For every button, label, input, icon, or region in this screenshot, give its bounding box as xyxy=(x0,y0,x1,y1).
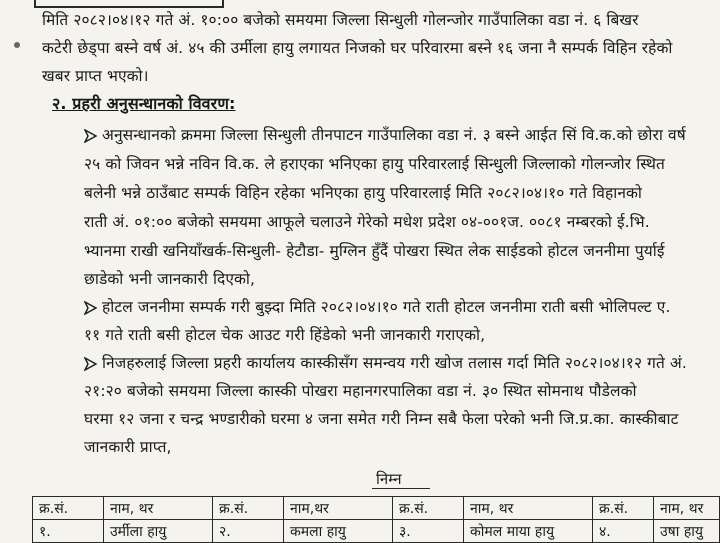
bullet-3-line-2: २१:२० बजेको समयमा जिल्ला कास्की पोखरा महानगरपालिका वडा नं. ३० स्थित सोमनाथ पौडेलको xyxy=(84,382,637,400)
bullet-1-line-3: बलेनी भन्ने ठाउँबाट सम्पर्क विहिन रहेका भनिएका हायु परिवारलाई मिति २०८२।०४।१० गते विहानको xyxy=(84,184,643,202)
section-2-heading: २. प्रहरी अनुसन्धानको विवरण: xyxy=(52,94,236,113)
bullet-arrow-icon xyxy=(84,301,98,315)
table-row xyxy=(33,520,720,543)
paragraph-1-line-2: कटेरी छेड्पा बस्ने वर्ष अं. ४५ की उर्मीला हायु लगायत निजको घर परिवारमा बस्ने १६ जना नै सम्पर्क विहिन रहेको xyxy=(42,39,673,57)
bullet-1-line-4: राती अं. ०१:०० बजेको समयमा आफूले चलाउने गेरेको मधेश प्रदेश ०४-००१ज. ००८१ नम्बरको ई.भि. xyxy=(84,213,650,231)
bullet-arrow-icon xyxy=(84,357,98,371)
top-border-box xyxy=(34,0,224,8)
table-caption: निम्न xyxy=(376,470,402,488)
table-cell: कोमल माया हायु xyxy=(464,520,593,543)
margin-mark xyxy=(14,42,20,48)
bullet-1-line-6: छाडेको भनी जानकारी दिएको, xyxy=(84,270,256,288)
paragraph-1-line-3: खबर प्राप्त भएको। xyxy=(42,67,149,85)
bullet-arrow-icon xyxy=(84,129,98,143)
caption-underline xyxy=(372,488,430,489)
bullet-2-line-1: होटल जननीमा सम्पर्क गरी बुझ्दा मिति २०८२।०४।१० गते राती होटल जननीमा राती बसी भोलिपल्ट ए. xyxy=(102,298,671,316)
table-cell: ४. xyxy=(593,520,654,543)
bullet-3-line-4: जानकारी प्राप्त, xyxy=(84,438,172,456)
table-cell: कमला हायु xyxy=(284,520,393,543)
header-cell: नाम, थर xyxy=(464,497,593,520)
bullet-1-line-1: अनुसन्धानको क्रममा जिल्ला सिन्धुली तीनपाटन गाउँपालिका वडा नं. ३ बस्ने आईत सिं वि.क.को छोरा वर्ष xyxy=(102,126,686,144)
names-table xyxy=(32,496,720,543)
header-cell: नाम, थर xyxy=(654,497,720,520)
bullet-3-line-1: निजहरुलाई जिल्ला प्रहरी कार्यालय कास्कीसँग समन्वय गरी खोज तलास गर्दा मिति २०८२।०४।१२ गते अं. xyxy=(102,354,687,372)
table-cell: २. xyxy=(213,520,284,543)
header-cell: नाम,थर xyxy=(284,497,393,520)
header-cell: नाम, थर xyxy=(104,497,213,520)
table-cell: उषा हायु xyxy=(654,520,720,543)
bullet-2-line-2: ११ गते राती बसी होटल चेक आउट गरी हिंडेको भनी जानकारी गराएको, xyxy=(84,326,486,344)
bullet-1-line-5: भ्यानमा राखी खनियाँखर्क-सिन्धुली- हेटौडा- मुग्लिन हुँदैं पोखरा स्थित लेक साईडको होटल जननीमा पुर्याई xyxy=(84,242,665,260)
table-cell: १. xyxy=(33,520,104,543)
paragraph-1-line-1: मिति २०८२।०४।१२ गते अं. १०:०० बजेको समयमा जिल्ला सिन्धुली गोलन्जोर गाउँपालिका वडा नं. ६ बिखर xyxy=(42,11,639,29)
bullet-3-line-3: घरमा १२ जना र चन्द्र भण्डारीको घरमा ४ जना समेत गरी निम्न सबै फेला परेको भनी जि.प्र.का. कास्कीबाट xyxy=(84,410,679,428)
bullet-1-line-2: २५ को जिवन भन्ने नविन वि.क. ले हराएका भनिएका हायु परिवारलाई सिन्धुली जिल्लाको गोलन्जोर स्थित xyxy=(84,155,665,173)
header-cell: क्र.सं. xyxy=(393,497,464,520)
table-cell: उर्मीला हायु xyxy=(104,520,213,543)
table-cell: ३. xyxy=(393,520,464,543)
header-cell: क्र.सं. xyxy=(593,497,654,520)
table-header-row xyxy=(33,497,720,520)
header-cell: क्र.सं. xyxy=(33,497,104,520)
header-cell: क्र.सं. xyxy=(213,497,284,520)
